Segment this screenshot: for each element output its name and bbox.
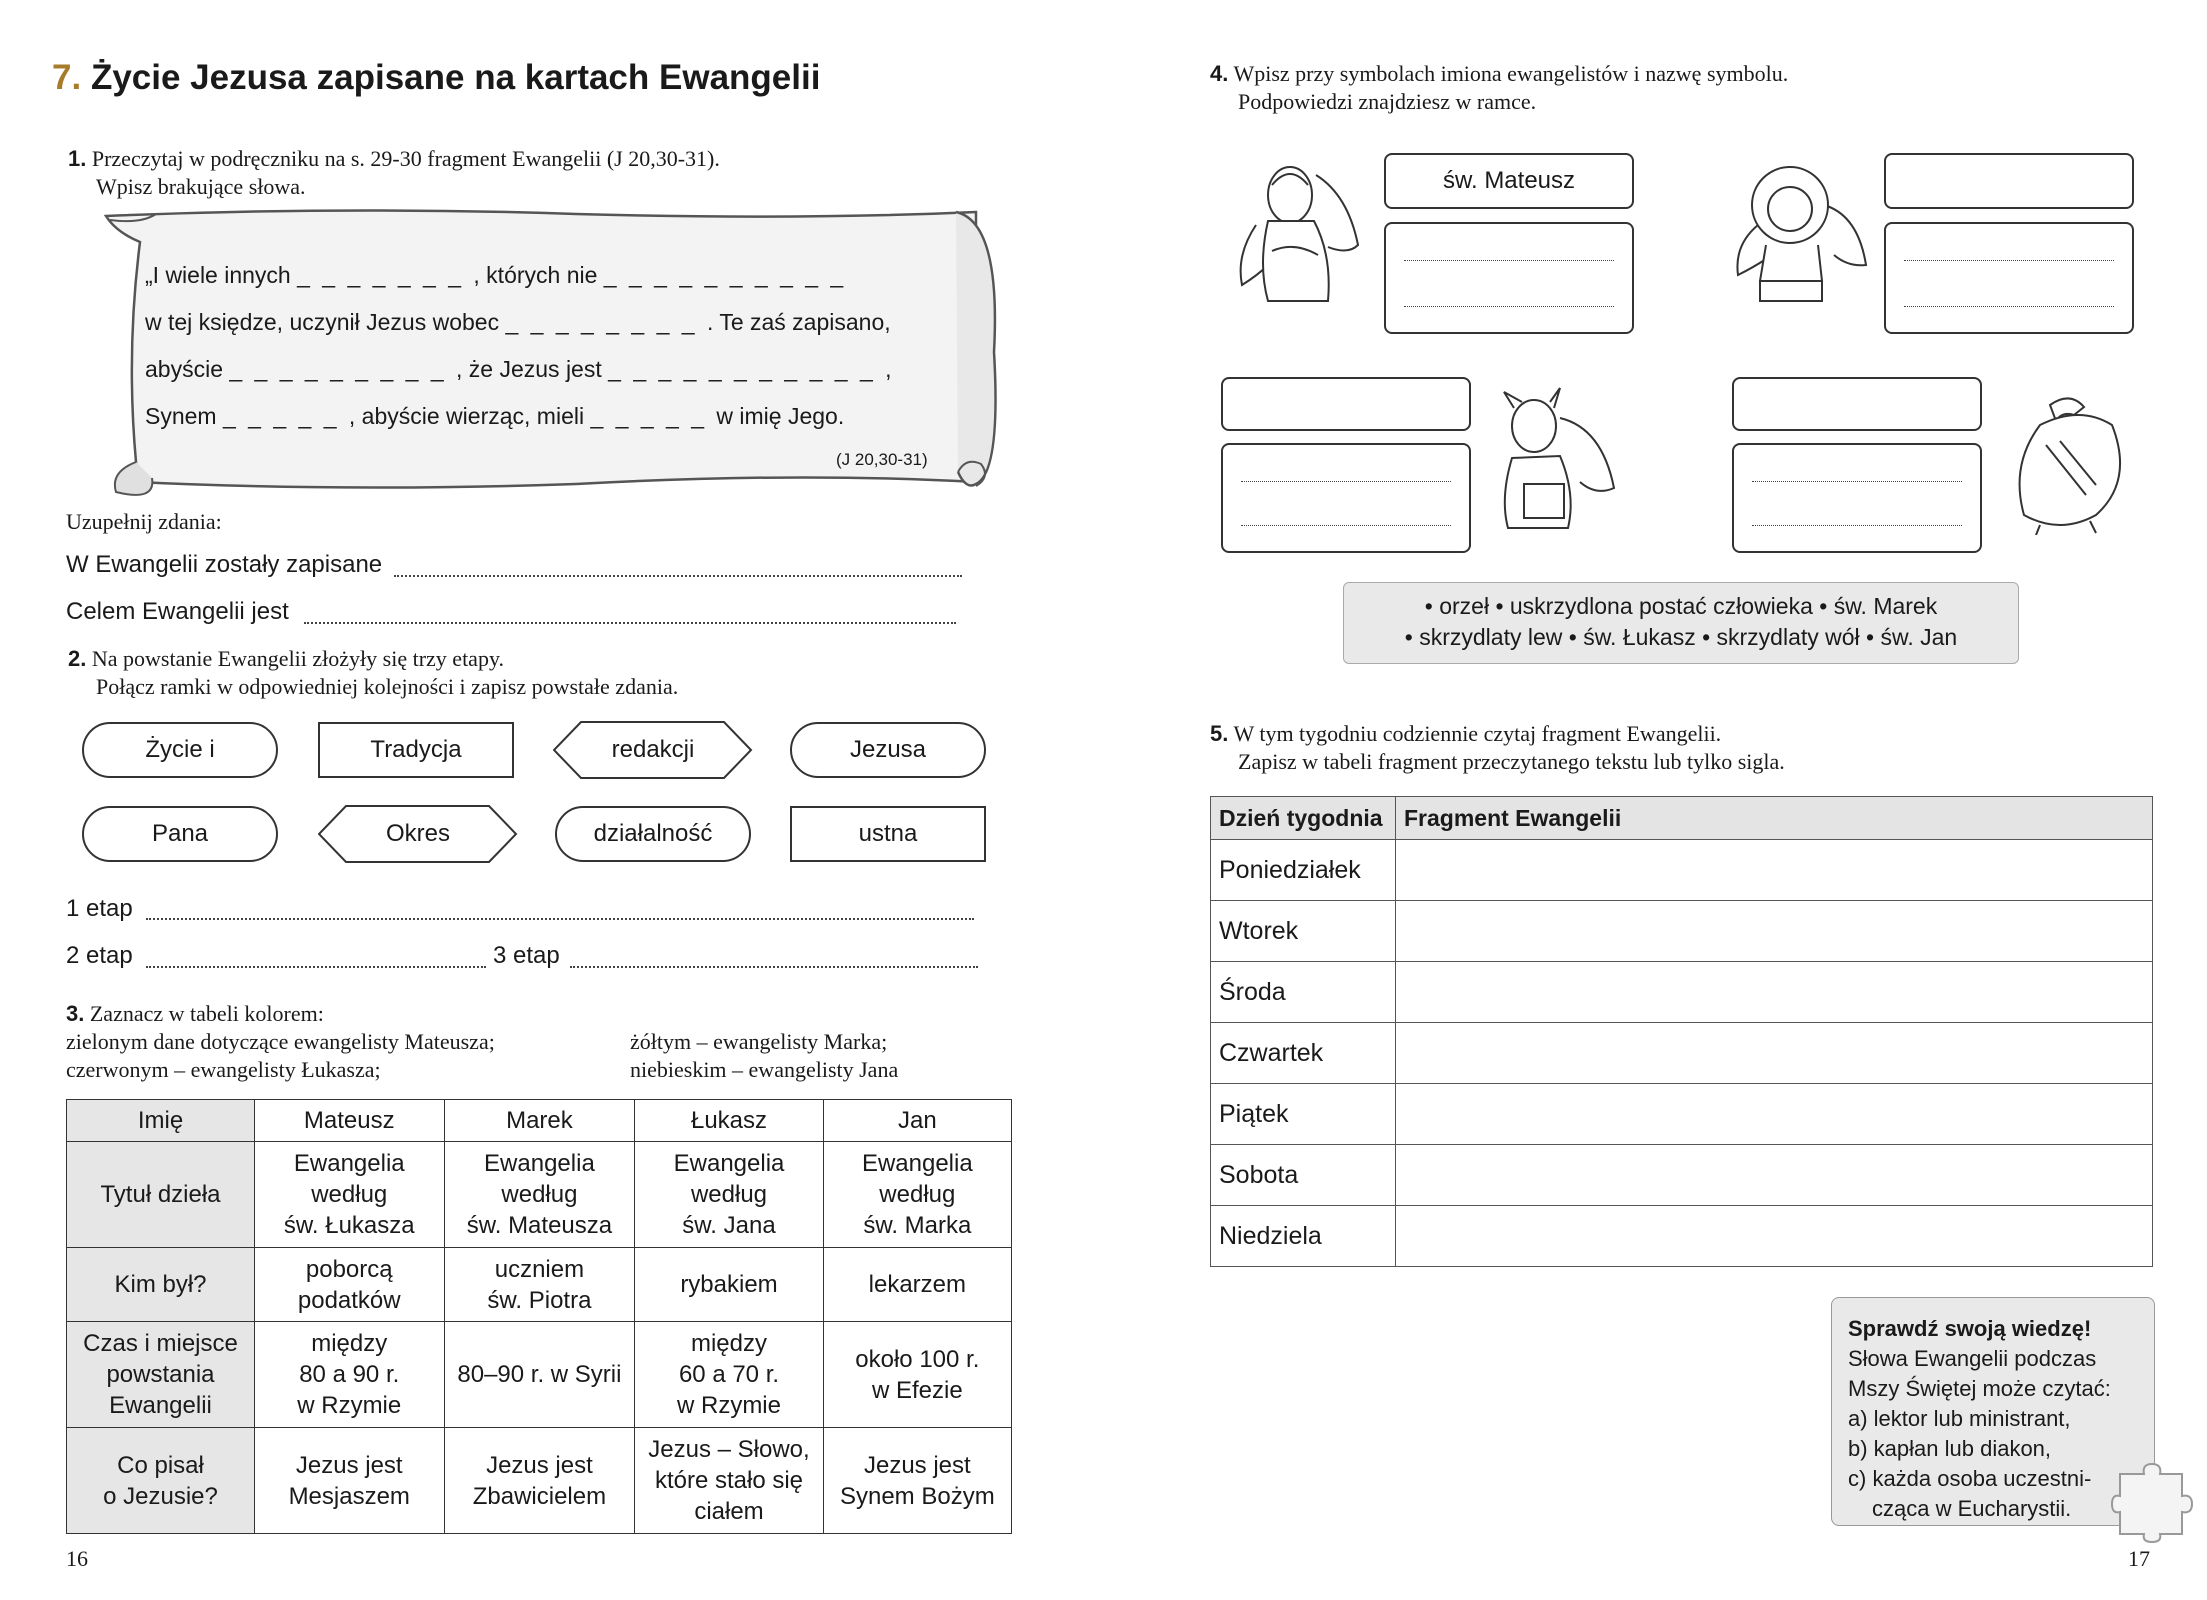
- task1-instructions: [68, 145, 720, 201]
- sentence-2-text: Celem Ewangelii jest: [66, 598, 289, 625]
- scroll-text: abyście: [145, 356, 223, 382]
- page-title: [52, 58, 820, 98]
- winged-lion-icon: [1730, 155, 1870, 305]
- dotted-line: [1404, 306, 1614, 307]
- etap-2-line[interactable]: [146, 966, 486, 968]
- table-cell[interactable]: lekarzem: [823, 1248, 1011, 1322]
- quiz-answer-b[interactable]: b) kapłan lub diakon,: [1848, 1436, 2052, 1461]
- quiz-answer-c1[interactable]: c) każda osoba uczestni-: [1848, 1466, 2092, 1491]
- etap-1-line[interactable]: [146, 918, 974, 920]
- task3-instructions: [66, 1000, 495, 1084]
- table-cell[interactable]: między 60 a 70 r. w Rzymie: [635, 1322, 823, 1428]
- task3-line1: Zaznacz w tabeli kolorem:: [89, 1001, 324, 1026]
- fragment-cell[interactable]: [1396, 962, 2153, 1023]
- scroll-text: w tej księdze, uczynił Jezus wobec: [145, 309, 500, 335]
- symbol-box-man[interactable]: [1384, 222, 1634, 334]
- task5-line2: Zapisz w tabeli fragment przeczytanego tekstu lub tylko sigla.: [1238, 749, 1785, 774]
- task3-color-yellow: żółtym – ewangelisty Marka;: [630, 1029, 888, 1054]
- table-row: [1211, 1206, 2153, 1267]
- hint-box: [1343, 582, 2019, 664]
- table-cell[interactable]: Jezus jest Zbawicielem: [444, 1428, 635, 1534]
- dotted-line: [1904, 260, 2114, 261]
- day-label: Poniedziałek: [1211, 840, 1396, 901]
- table-row: [1211, 840, 2153, 901]
- table-row-label: Kim był?: [67, 1248, 255, 1322]
- reading-table: [1210, 796, 2153, 1267]
- table-header-cell: Dzień tygodnia: [1211, 797, 1396, 840]
- scroll-text: , abyście wierząc, mieli: [348, 403, 585, 429]
- dotted-line: [1241, 481, 1451, 482]
- table-cell[interactable]: Ewangelia według św. Mateusza: [444, 1142, 635, 1248]
- task2-line2: Połącz ramki w odpowiedniej kolejności i zapisz powstałe zdania.: [96, 674, 679, 699]
- evangelists-table: [66, 1099, 1012, 1534]
- scroll-text: w imię Jego.: [716, 403, 845, 429]
- table-cell[interactable]: Ewangelia według św. Marka: [823, 1142, 1011, 1248]
- scroll-text: , że Jezus jest: [456, 356, 602, 382]
- table-row: [1211, 1084, 2153, 1145]
- table-header-cell[interactable]: Mateusz: [255, 1100, 445, 1142]
- name-box-ox[interactable]: [1221, 377, 1471, 431]
- frame-ustna[interactable]: ustna: [790, 806, 986, 862]
- table-header-row: [67, 1100, 1012, 1142]
- dotted-line: [1752, 481, 1962, 482]
- fragment-cell[interactable]: [1396, 1084, 2153, 1145]
- chapter-number: 7.: [52, 58, 82, 97]
- fragment-cell[interactable]: [1396, 840, 2153, 901]
- complete-label: Uzupełnij zdania:: [66, 509, 222, 534]
- sentence-1: [66, 551, 382, 579]
- dotted-line: [1404, 260, 1614, 261]
- table-row-label: Czas i miejsce powstania Ewangelii: [67, 1322, 255, 1428]
- chapter-title: Życie Jezusa zapisane na kartach Ewangelii: [90, 58, 821, 97]
- table-cell[interactable]: Jezus – Słowo, które stało się ciałem: [635, 1428, 823, 1534]
- scroll-text: . Te zaś zapisano,: [706, 309, 891, 335]
- table-cell[interactable]: 80–90 r. w Syrii: [444, 1322, 635, 1428]
- quiz-question-1: Słowa Ewangelii podczas: [1848, 1346, 2097, 1371]
- day-label: Czwartek: [1211, 1023, 1396, 1084]
- quiz-question-2: Mszy Świętej może czytać:: [1848, 1376, 2111, 1401]
- dotted-line: [1752, 525, 1962, 526]
- table-cell[interactable]: rybakiem: [635, 1248, 823, 1322]
- table-row: [67, 1322, 1012, 1428]
- page-number-right: 17: [2128, 1546, 2150, 1571]
- table-row: [1211, 1023, 2153, 1084]
- table-row: [67, 1428, 1012, 1534]
- frame-zycie[interactable]: Życie i: [82, 722, 278, 778]
- scroll-text: ,: [885, 356, 892, 382]
- table-row: [1211, 962, 2153, 1023]
- table-row: [67, 1142, 1012, 1248]
- etap-2-label: 2 etap: [66, 942, 133, 969]
- dotted-line: [1241, 525, 1451, 526]
- task3-number: 3.: [66, 1001, 85, 1026]
- fragment-cell[interactable]: [1396, 1023, 2153, 1084]
- fragment-cell[interactable]: [1396, 1206, 2153, 1267]
- task4-instructions: [1210, 60, 1788, 116]
- task4-number: 4.: [1210, 61, 1229, 86]
- table-header-cell[interactable]: Jan: [823, 1100, 1011, 1142]
- sentence-1-text: W Ewangelii zostały zapisane: [66, 551, 383, 578]
- table-header-cell[interactable]: Łukasz: [635, 1100, 823, 1142]
- name-box-lion[interactable]: [1884, 153, 2134, 209]
- task3-color-blue: niebieskim – ewangelisty Jana: [630, 1057, 899, 1082]
- table-cell[interactable]: Jezus jest Mesjaszem: [255, 1428, 445, 1534]
- eagle-icon: [2000, 385, 2138, 535]
- scroll-line-4: Synem _ _ _ _ _ , abyście wierząc, mieli _ _ _ _ _ w imię Jego.: [145, 403, 845, 429]
- scroll-reference: (J 20,30-31): [836, 450, 928, 469]
- frame-redakcji[interactable]: redakcji: [611, 736, 695, 763]
- task1-number: 1.: [68, 146, 87, 171]
- frame-jezusa[interactable]: Jezusa: [790, 722, 986, 778]
- scroll-text: „I wiele innych: [145, 262, 291, 288]
- task2-number: 2.: [68, 646, 87, 671]
- table-header-cell: Imię: [67, 1100, 255, 1142]
- day-label: Niedziela: [1211, 1206, 1396, 1267]
- frame-tradycja[interactable]: Tradycja: [318, 722, 514, 778]
- winged-ox-icon: [1484, 378, 1624, 538]
- fragment-cell[interactable]: [1396, 1145, 2153, 1206]
- name-box-eagle[interactable]: [1732, 377, 1982, 431]
- task3-color-red: czerwonym – ewangelisty Łukasza;: [66, 1057, 381, 1082]
- table-row-label: Tytuł dzieła: [67, 1142, 255, 1248]
- scroll-text: , których nie: [473, 262, 598, 288]
- day-label: Piątek: [1211, 1084, 1396, 1145]
- etap-3-label: 3 etap: [493, 942, 560, 969]
- task2-instructions: [68, 645, 678, 701]
- day-label: Wtorek: [1211, 901, 1396, 962]
- task1-line1: Przeczytaj w podręczniku na s. 29-30 fragment Ewangelii (J 20,30-31).: [91, 146, 720, 171]
- reading-table-header: [1211, 797, 2153, 840]
- symbol-box-ox[interactable]: [1221, 443, 1471, 553]
- task4-line1: Wpisz przy symbolach imiona ewangelistów i nazwę symbolu.: [1233, 61, 1789, 86]
- symbol-box-lion[interactable]: [1884, 222, 2134, 334]
- page-number-left: 16: [66, 1546, 88, 1571]
- scroll-line-2: w tej księdze, uczynił Jezus wobec _ _ _ _ _ _ _ _ . Te zaś zapisano,: [145, 309, 891, 335]
- table-cell[interactable]: około 100 r. w Efezie: [823, 1322, 1011, 1428]
- table-row: [67, 1248, 1012, 1322]
- winged-man-icon: [1228, 155, 1368, 305]
- day-label: Sobota: [1211, 1145, 1396, 1206]
- task5-instructions: [1210, 720, 1785, 776]
- quiz-answer-c2: cząca w Eucharystii.: [1872, 1496, 2072, 1521]
- task4-line2: Podpowiedzi znajdziesz w ramce.: [1238, 89, 1537, 114]
- scroll-text: Synem: [145, 403, 217, 429]
- task5-number: 5.: [1210, 721, 1229, 746]
- etap-1-label: 1 etap: [66, 895, 133, 922]
- task1-line2: Wpisz brakujące słowa.: [96, 174, 306, 199]
- table-cell[interactable]: poborcą podatków: [255, 1248, 445, 1322]
- answer-line-1[interactable]: [394, 575, 962, 577]
- hint-line-1: • orzeł • uskrzydlona postać człowieka • św. Marek: [1424, 593, 1938, 619]
- answer-line-2[interactable]: [304, 622, 956, 624]
- table-cell[interactable]: Jezus jest Synem Bożym: [823, 1428, 1011, 1534]
- name-box-man[interactable]: św. Mateusz: [1384, 153, 1634, 209]
- puzzle-icon: [2110, 1462, 2194, 1544]
- symbol-box-eagle[interactable]: [1732, 443, 1982, 553]
- frame-dzialalnosc[interactable]: działalność: [555, 806, 751, 862]
- task3-instructions-right: [630, 1028, 898, 1084]
- scroll-line-1: „I wiele innych _ _ _ _ _ _ _ , których nie _ _ _ _ _ _ _ _ _ _: [145, 262, 847, 288]
- task5-line1: W tym tygodniu codziennie czytaj fragment Ewangelii.: [1233, 721, 1722, 746]
- etap-3-line[interactable]: [570, 966, 978, 968]
- frame-okres[interactable]: Okres: [385, 820, 450, 847]
- hint-line-2: • skrzydlaty lew • św. Łukasz • skrzydlaty wół • św. Jan: [1404, 624, 1958, 650]
- task2-line1: Na powstanie Ewangelii złożyły się trzy etapy.: [91, 646, 505, 671]
- sentence-2: [66, 598, 289, 626]
- fragment-cell[interactable]: [1396, 901, 2153, 962]
- table-cell[interactable]: uczniem św. Piotra: [444, 1248, 635, 1322]
- table-cell[interactable]: między 80 a 90 r. w Rzymie: [255, 1322, 445, 1428]
- table-row: [1211, 901, 2153, 962]
- table-row: [1211, 1145, 2153, 1206]
- quiz-title: Sprawdź swoją wiedzę!: [1848, 1316, 2092, 1341]
- day-label: Środa: [1211, 962, 1396, 1023]
- frame-pana[interactable]: Pana: [82, 806, 278, 862]
- dotted-line: [1904, 306, 2114, 307]
- scroll-line-3: abyście _ _ _ _ _ _ _ _ _ , że Jezus jest _ _ _ _ _ _ _ _ _ _ _ ,: [145, 356, 892, 382]
- table-cell[interactable]: Ewangelia według św. Łukasza: [255, 1142, 445, 1248]
- quiz-box: [1831, 1297, 2155, 1526]
- task3-color-green: zielonym dane dotyczące ewangelisty Mateusza;: [66, 1029, 495, 1054]
- table-header-cell[interactable]: Marek: [444, 1100, 635, 1142]
- quiz-answer-a[interactable]: a) lektor lub ministrant,: [1848, 1406, 2071, 1431]
- table-cell[interactable]: Ewangelia według św. Jana: [635, 1142, 823, 1248]
- table-header-cell: Fragment Ewangelii: [1396, 797, 2153, 840]
- table-row-label: Co pisał o Jezusie?: [67, 1428, 255, 1534]
